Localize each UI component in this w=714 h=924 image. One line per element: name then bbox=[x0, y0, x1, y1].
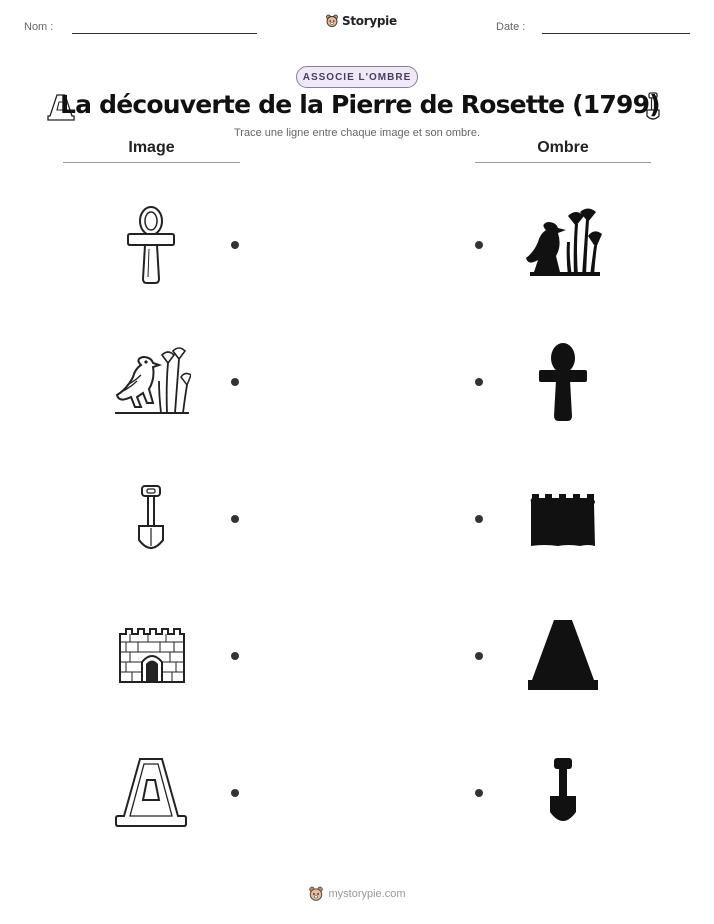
brand-name: Storypie bbox=[342, 14, 397, 28]
left-dot-1[interactable] bbox=[231, 241, 239, 249]
brand-logo bbox=[325, 14, 397, 28]
date-line[interactable] bbox=[542, 33, 690, 34]
letter-a-icon bbox=[114, 756, 188, 830]
right-item-3 bbox=[528, 492, 598, 548]
right-dot-4[interactable] bbox=[475, 652, 483, 660]
left-dot-2[interactable] bbox=[231, 378, 239, 386]
shovel-icon bbox=[136, 484, 166, 556]
right-item-4 bbox=[526, 618, 600, 692]
column-rule-image bbox=[63, 162, 240, 163]
shovel-silhouette-icon bbox=[548, 756, 578, 830]
storypie-mascot-footer-icon bbox=[308, 886, 324, 902]
date-label: Date : bbox=[496, 21, 526, 33]
ankh-icon bbox=[125, 205, 177, 285]
right-item-5 bbox=[548, 756, 578, 830]
left-dot-3[interactable] bbox=[231, 515, 239, 523]
name-label: Nom : bbox=[24, 21, 54, 33]
activity-badge: ASSOCIE L'OMBRE bbox=[296, 66, 418, 88]
left-item-1 bbox=[125, 205, 177, 285]
left-dot-5[interactable] bbox=[231, 789, 239, 797]
column-header-ombre: Ombre bbox=[537, 139, 589, 156]
footer bbox=[0, 886, 714, 902]
ankh-silhouette-icon bbox=[537, 342, 589, 422]
right-dot-3[interactable] bbox=[475, 515, 483, 523]
name-line[interactable] bbox=[72, 33, 257, 34]
right-dot-1[interactable] bbox=[475, 241, 483, 249]
castle-icon bbox=[118, 626, 186, 684]
page-title: La découverte de la Pierre de Rosette (1799) bbox=[60, 90, 660, 119]
footer-url[interactable]: mystorypie.com bbox=[328, 888, 406, 900]
castle-silhouette-icon bbox=[528, 492, 598, 548]
left-dot-4[interactable] bbox=[231, 652, 239, 660]
left-item-4 bbox=[118, 626, 186, 684]
left-item-2 bbox=[113, 345, 191, 417]
pyramid-silhouette-icon bbox=[526, 618, 600, 692]
left-item-3 bbox=[136, 484, 166, 556]
column-rule-ombre bbox=[475, 162, 651, 163]
right-dot-2[interactable] bbox=[475, 378, 483, 386]
right-item-2 bbox=[537, 342, 589, 422]
left-item-5 bbox=[114, 756, 188, 830]
bird-papyrus-icon bbox=[113, 345, 191, 417]
column-header-image: Image bbox=[128, 139, 175, 156]
bird-papyrus-silhouette-icon bbox=[524, 208, 602, 278]
instructions: Trace une ligne entre chaque image et son ombre. bbox=[233, 127, 481, 139]
right-item-1 bbox=[524, 208, 602, 278]
storypie-mascot-icon bbox=[325, 14, 339, 28]
right-dot-5[interactable] bbox=[475, 789, 483, 797]
